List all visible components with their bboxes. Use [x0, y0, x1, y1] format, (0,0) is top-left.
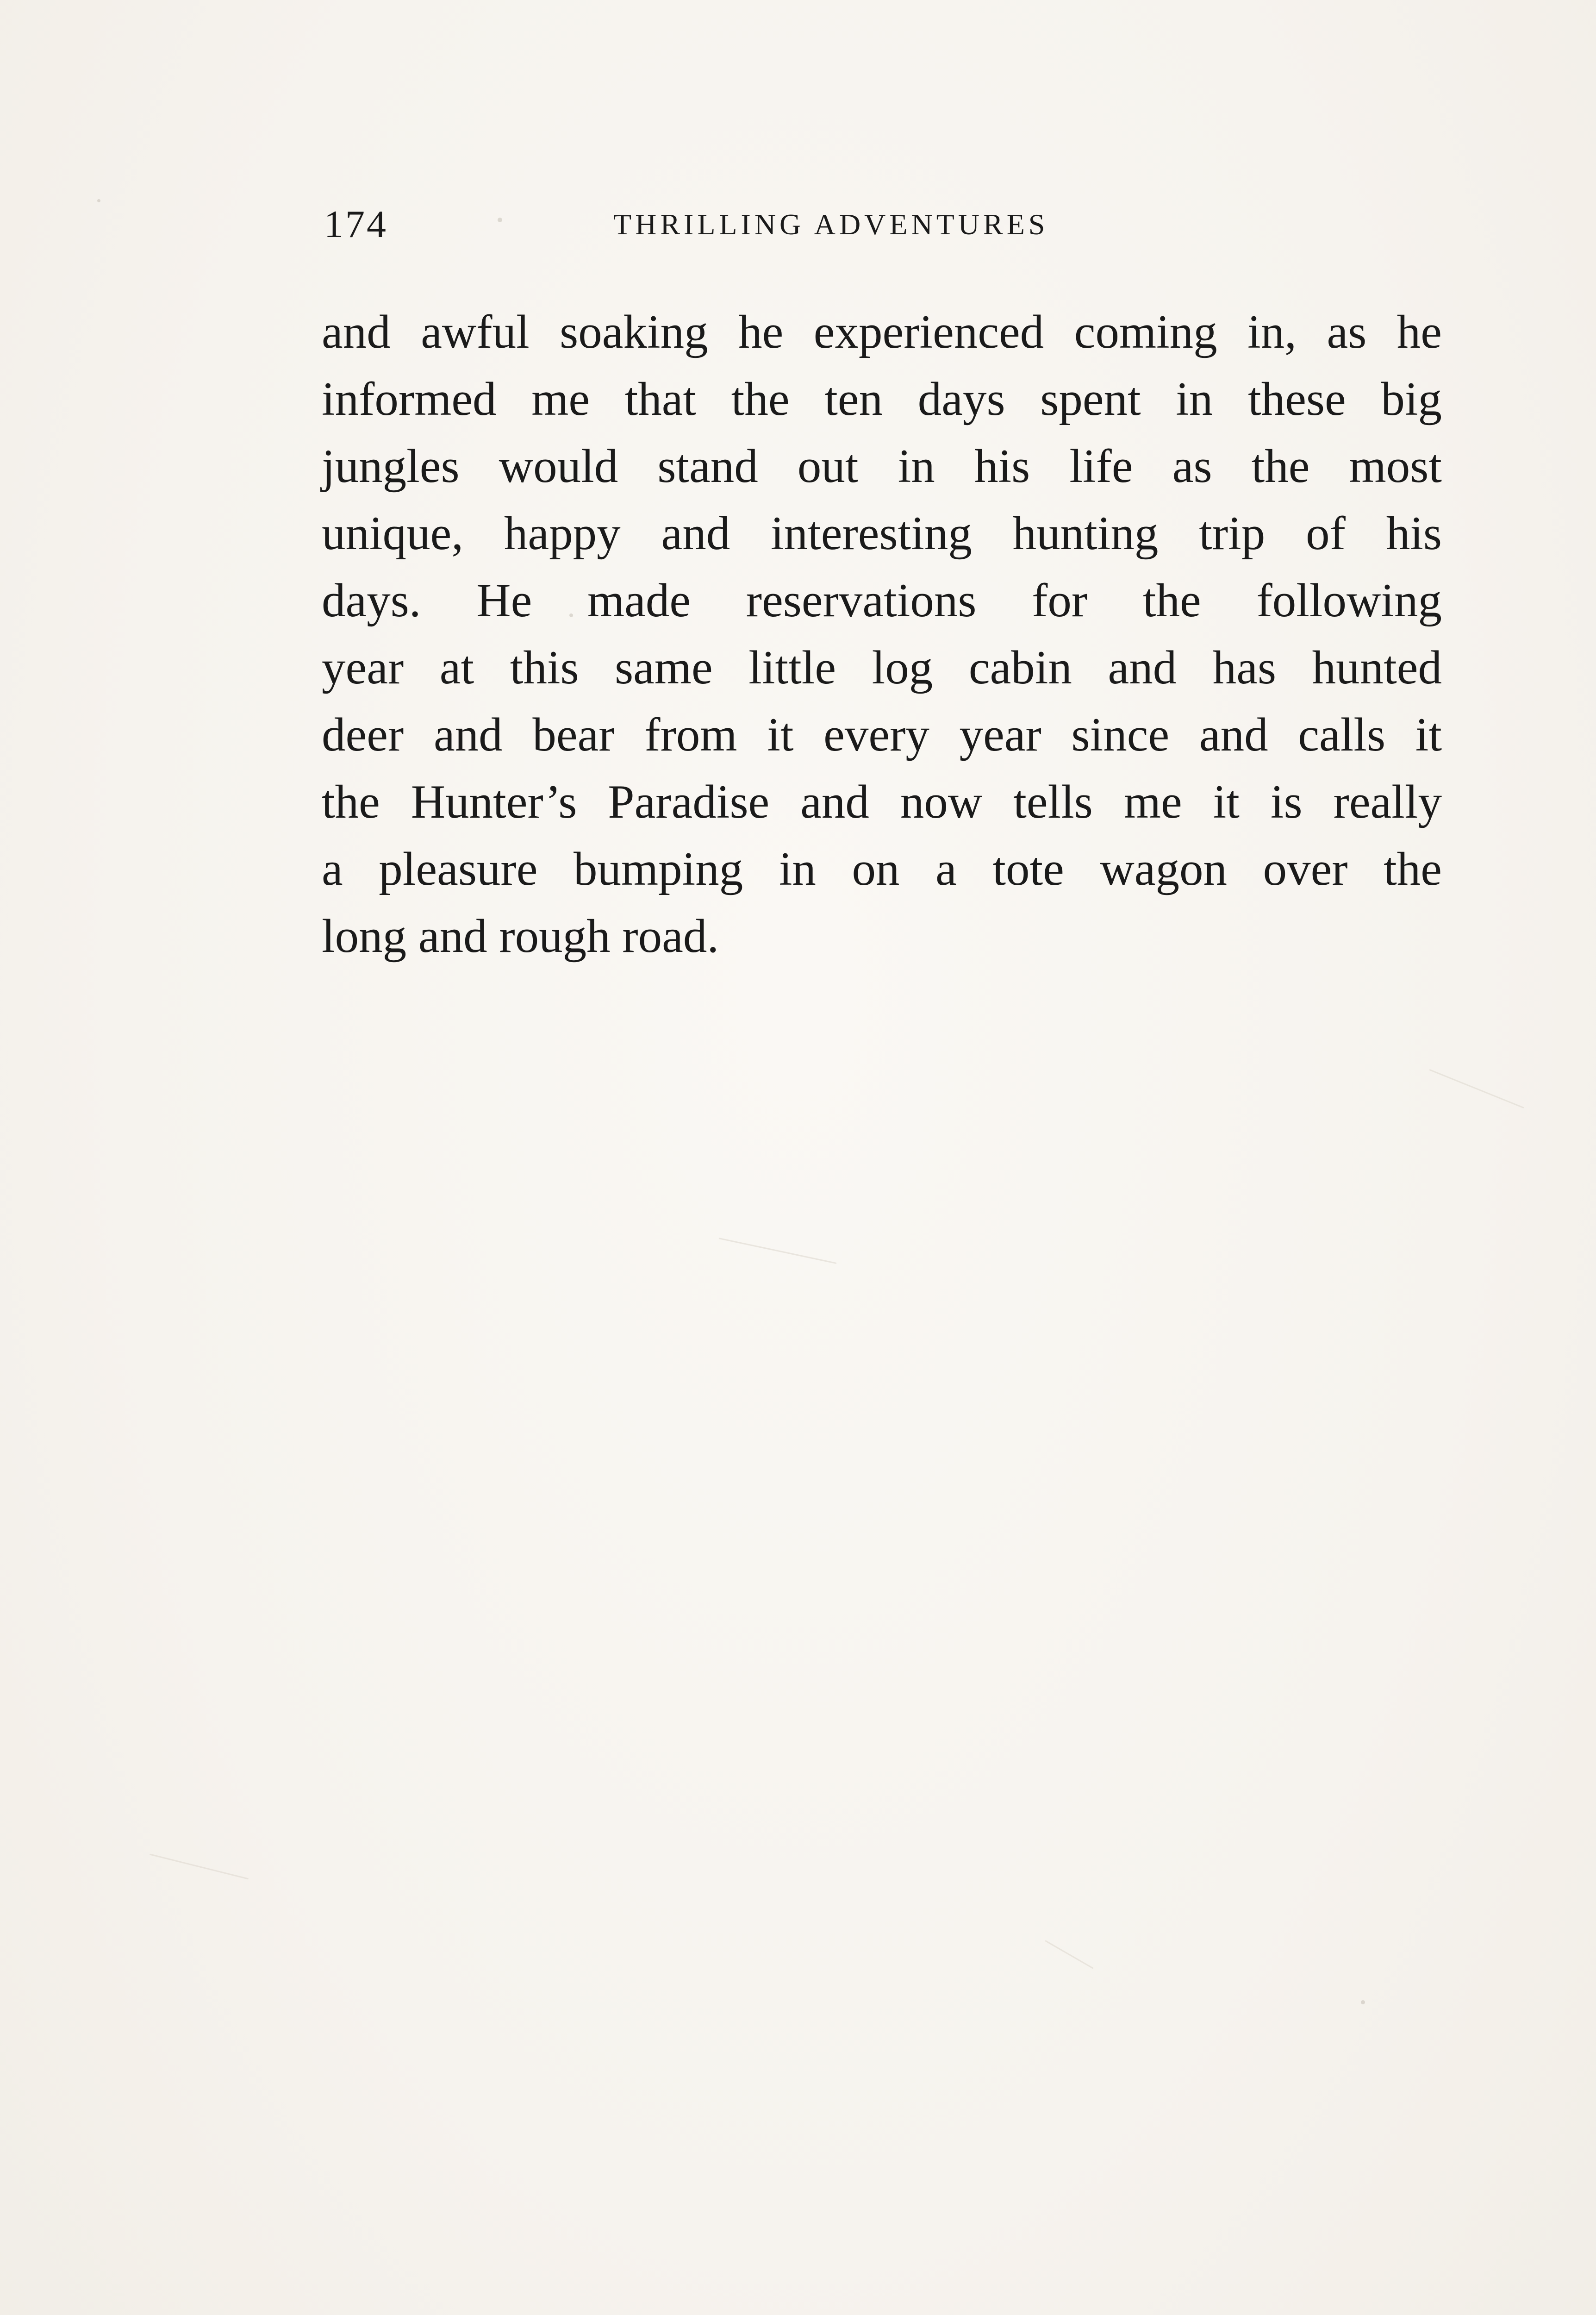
running-title: THRILLING ADVENTURES [613, 208, 1049, 241]
text-line: unique, happy and interesting hunting trip of his [322, 507, 1442, 560]
running-head [324, 199, 1440, 250]
paper-streak [150, 1853, 249, 1879]
paper-streak [1045, 1940, 1093, 1969]
paper-speck [1361, 2000, 1365, 2004]
paper-speck [97, 199, 100, 202]
page-number: 174 [324, 203, 388, 246]
text-line: deer and bear from it every year since and calls it [322, 708, 1442, 761]
body-paragraph [322, 299, 1442, 970]
text-line: year at this same little log cabin and has hunted [322, 641, 1442, 694]
text-line: informed me that the ten days spent in these big [322, 373, 1442, 425]
text-line: the Hunter’s Paradise and now tells me it is really [322, 776, 1442, 828]
paper-streak [719, 1238, 837, 1264]
text-line: and awful soaking he experienced coming in, as he [322, 306, 1442, 358]
text-line: a pleasure bumping in on a tote wagon over the [322, 843, 1442, 895]
text-line: jungles would stand out in his life as the most [322, 440, 1442, 493]
text-line: long and rough road. [322, 910, 719, 963]
paper-streak [1429, 1069, 1524, 1108]
text-line: days. He made reservations for the following [322, 574, 1442, 627]
